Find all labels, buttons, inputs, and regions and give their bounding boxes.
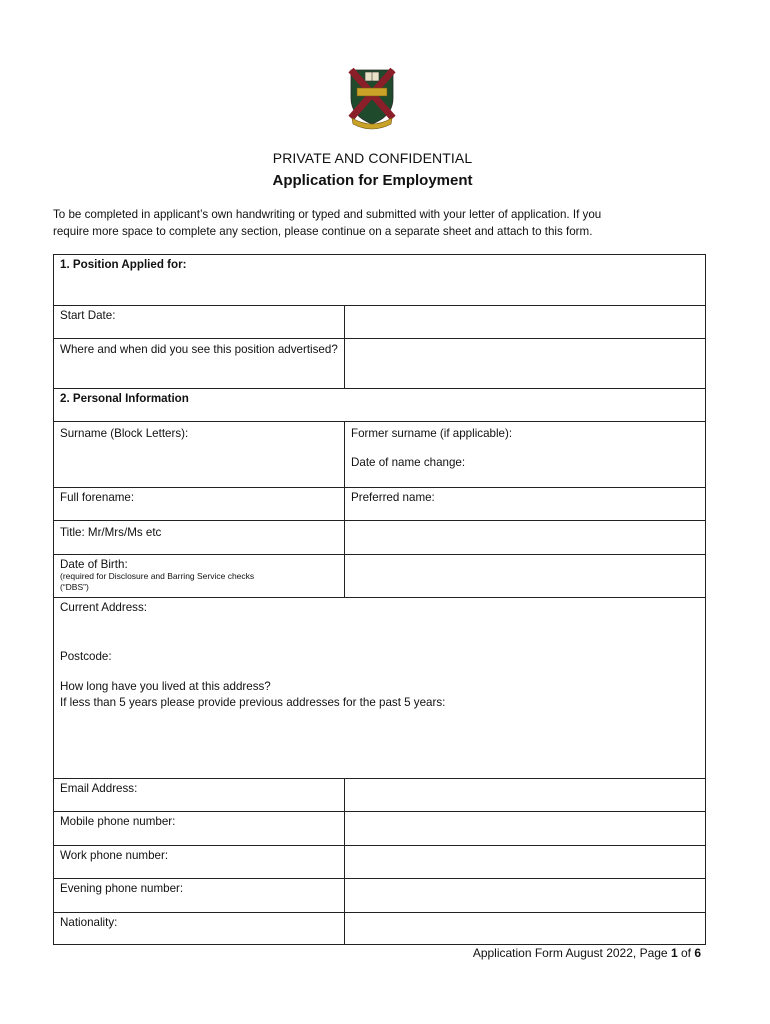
page-footer [473, 946, 701, 960]
personal-info-header [54, 389, 706, 422]
forename-field[interactable] [54, 488, 345, 521]
name-change-label: Date of name change: [351, 456, 466, 469]
surname-row [54, 422, 706, 488]
dob-note: (required for Disclosure and Barring Service checks [60, 571, 255, 581]
form-title: Application for Employment [272, 172, 473, 189]
dob-field[interactable] [345, 555, 706, 598]
title-row [54, 521, 706, 555]
position-cell[interactable] [54, 255, 706, 306]
address-field[interactable] [54, 598, 706, 779]
start-date-label: Start Date: [54, 306, 345, 339]
email-row [54, 779, 706, 812]
instructions-line-1: To be completed in applicant’s own handwriting or typed and submitted with your letter of application. If you [53, 208, 602, 221]
previous-address-label: If less than 5 years please provide previous addresses for the past 5 years: [60, 696, 446, 709]
postcode-label: Postcode: [60, 650, 112, 663]
address-label: Current Address: [60, 601, 147, 614]
evening-phone-field[interactable] [345, 879, 706, 913]
instructions [53, 206, 713, 240]
advertised-field[interactable] [345, 339, 706, 389]
email-label: Email Address: [54, 779, 345, 812]
email-field[interactable] [345, 779, 706, 812]
nationality-label: Nationality: [54, 913, 345, 945]
dob-label: Date of Birth: [60, 558, 128, 571]
instructions-line-2: require more space to complete any section, please continue on a separate sheet and attach to this form. [53, 225, 593, 238]
advertised-row [54, 339, 706, 389]
advertised-label: Where and when did you see this position advertised? [54, 339, 345, 389]
forename-row [54, 488, 706, 521]
dob-note-dbs: (“DBS”) [60, 582, 89, 592]
footer-total: 6 [694, 946, 701, 960]
surname-label: Surname (Block Letters): [60, 427, 189, 440]
title-field[interactable] [345, 521, 706, 555]
footer-page: 1 [670, 946, 678, 960]
nationality-field[interactable] [345, 913, 706, 945]
mobile-field[interactable] [345, 812, 706, 846]
preferred-name-field[interactable] [345, 488, 706, 521]
duration-label: How long have you lived at this address? [60, 680, 271, 693]
evening-phone-label: Evening phone number: [54, 879, 345, 913]
footer-prefix: Application Form August 2022, Page [472, 946, 671, 960]
confidential-heading: PRIVATE AND CONFIDENTIAL [272, 150, 473, 166]
position-row [54, 255, 706, 306]
mobile-row [54, 812, 706, 846]
forename-label: Full forename: [60, 491, 135, 504]
work-phone-row [54, 846, 706, 879]
start-date-field[interactable] [345, 306, 706, 339]
evening-phone-row [54, 879, 706, 913]
start-date-row [54, 306, 706, 339]
section-1-title: 1. Position Applied for: [60, 258, 187, 271]
personal-info-row [54, 389, 706, 422]
former-surname-field[interactable] [345, 422, 706, 488]
surname-field[interactable] [54, 422, 345, 488]
former-surname-label: Former surname (if applicable): [351, 427, 513, 440]
work-phone-field[interactable] [345, 846, 706, 879]
nationality-row [54, 913, 706, 945]
address-row [54, 598, 706, 779]
section-2-title: 2. Personal Information [60, 392, 189, 405]
dob-cell [54, 555, 345, 598]
dob-row [54, 555, 706, 598]
application-form-table [53, 254, 706, 945]
title-label: Title: Mr/Mrs/Ms etc [54, 521, 345, 555]
mobile-label: Mobile phone number: [54, 812, 345, 846]
school-crest-logo [347, 68, 397, 134]
work-phone-label: Work phone number: [54, 846, 345, 879]
preferred-name-label: Preferred name: [351, 491, 435, 504]
footer-of: of [677, 946, 695, 960]
